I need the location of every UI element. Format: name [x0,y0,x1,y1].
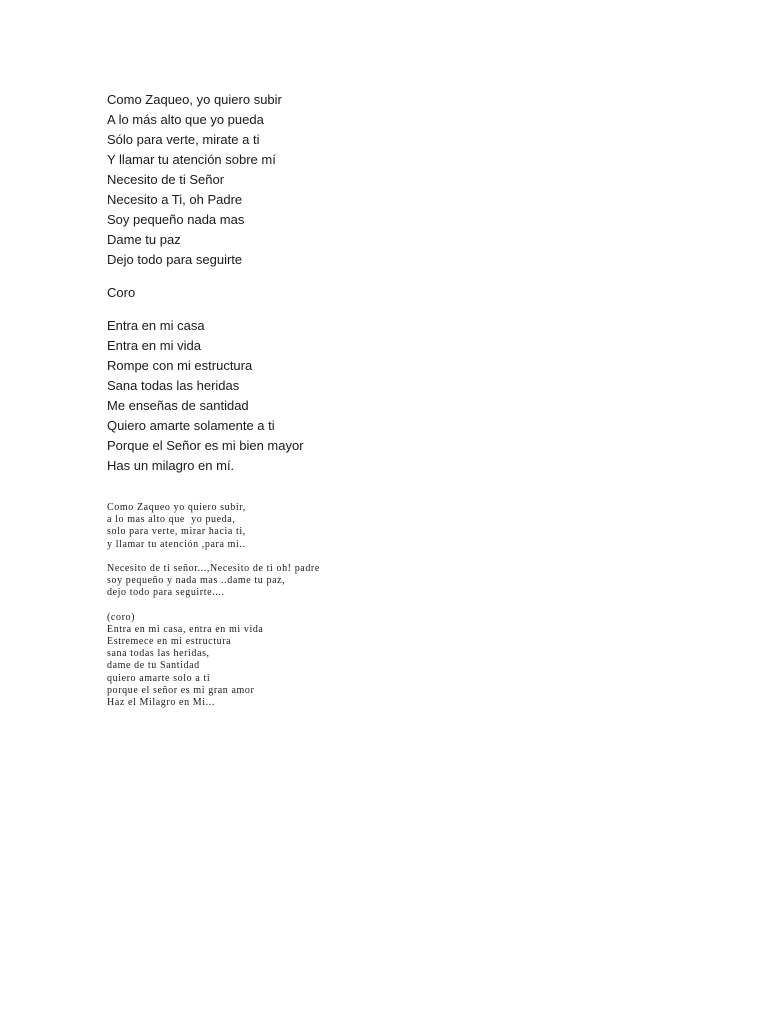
verse-line: Soy pequeño nada mas [107,212,245,227]
verse-line: Como Zaqueo, yo quiero subir [107,92,282,107]
chorus-line: Quiero amarte solamente a ti [107,418,275,433]
alt-verse-line: dejo todo para seguirte.... [107,587,225,599]
alt-verse-line: Necesito de ti señor...,Necesito de ti oh! padre [107,562,320,574]
alt-verse-line: y llamar tu atención ,para mi.. [107,538,246,550]
alt-chorus-line: (coro) [107,611,136,623]
stanza-gap [107,551,667,563]
alt-chorus-line: Estremece en mi estructura [107,636,232,648]
verse-line: Dejo todo para seguirte [107,252,243,267]
alt-chorus-line: sana todas las heridas, [107,648,210,660]
lyrics-version-1 [107,90,667,476]
chorus-line: Sana todas las heridas [107,378,240,393]
alt-chorus-line: Entra en mi casa, entra en mi vida [107,623,264,635]
chorus-line: Me enseñas de santidad [107,398,249,413]
verse-line: Dame tu paz [107,232,181,247]
chorus-line: Has un milagro en mí. [107,458,235,473]
chorus-line: Rompe con mi estructura [107,358,253,373]
alt-chorus-line: quiero amarte solo a ti [107,672,211,684]
verse-line: Sólo para verte, mirate a ti [107,132,260,147]
alt-chorus-line: dame de tu Santidad [107,660,200,672]
alt-verse-line: solo para verte, mirar hacia ti, [107,526,246,538]
lyrics-version-2 [107,502,667,709]
chorus-label: Coro [107,285,136,300]
alt-chorus-line: porque el señor es mi gran amor [107,684,255,696]
verse-line: A lo más alto que yo pueda [107,112,264,127]
alt-verse-line: Como Zaqueo yo quiero subir, [107,502,246,513]
verse-line: Y llamar tu atención sobre mí [107,152,276,167]
alt-verse-line: a lo mas alto que yo pueda, [107,514,236,526]
alt-chorus-line: Haz el Milagro en Mi... [107,697,215,708]
stanza-gap [107,270,667,283]
chorus-line: Porque el Señor es mi bien mayor [107,438,304,453]
alt-verse-line: soy pequeño y nada mas ..dame tu paz, [107,575,286,587]
stanza-gap [107,303,667,316]
chorus-line: Entra en mi vida [107,338,201,353]
verse-line: Necesito de ti Señor [107,172,225,187]
verse-line: Necesito a Ti, oh Padre [107,192,243,207]
chorus-line: Entra en mi casa [107,318,205,333]
stanza-gap [107,600,667,612]
